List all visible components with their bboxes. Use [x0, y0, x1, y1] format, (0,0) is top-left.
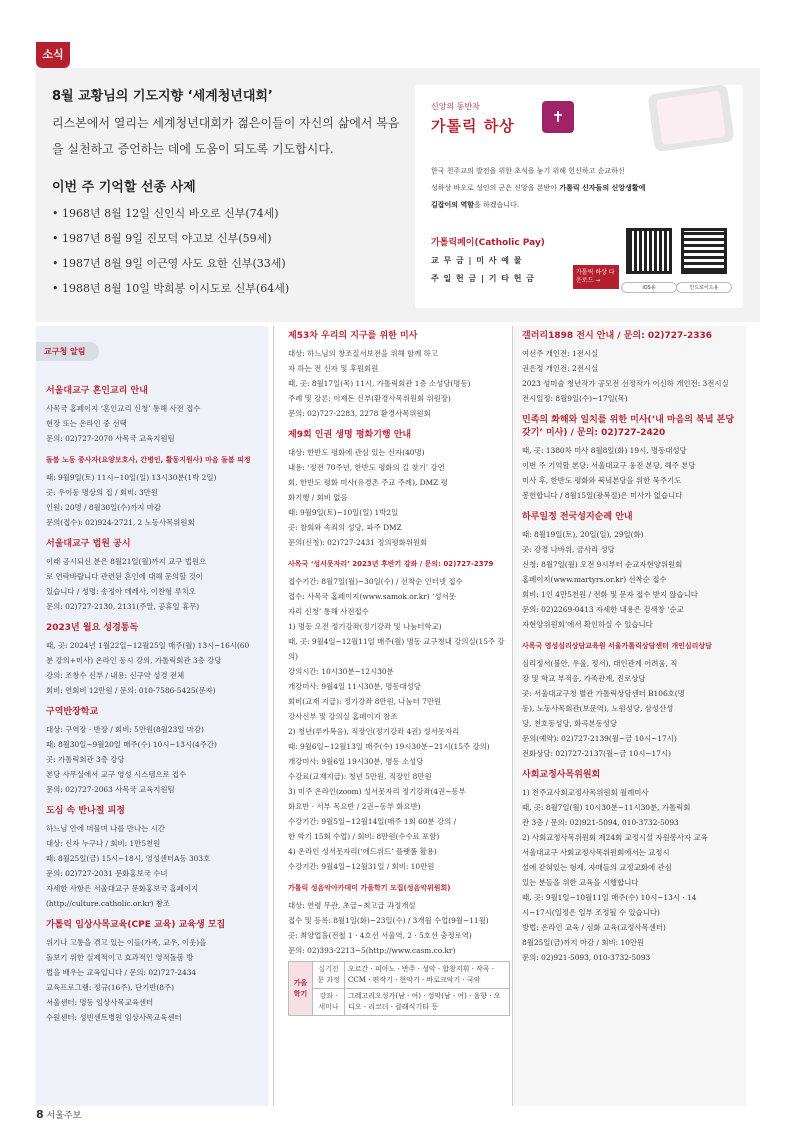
qr-caption: 안드로이드용	[676, 282, 732, 293]
notice-line: 서울센터: 명동 임상사목교육센터	[46, 998, 154, 1007]
notice-line: 대상: 신자 누구나 / 회비: 1만5천원	[46, 839, 161, 848]
notice-line: 문의: 02)727-2031 문화홍보국 수녀	[46, 869, 168, 878]
notice-title: 구역반장학교	[46, 707, 99, 717]
notice-line: 때: 8월19일(토), 20일(일), 29일(화)	[522, 530, 644, 539]
notice-line: 곳: 가톨릭회관 3층 강당	[46, 755, 125, 764]
notice-line: 자 하는 전 신자 및 후원회원	[288, 364, 379, 373]
notice-line: 방법: 온라인 교육 / 심화 교육(교정사목센터)	[522, 923, 666, 932]
notice-line: 위기나 고통을 겪고 있는 이들(가족, 교우, 이웃)을	[46, 938, 207, 947]
download-label: 가톨릭 하상 다운로드 →	[573, 265, 619, 289]
notice-line: 있습니다 / 성명: 송정아 데레사, 이찬형 루치오	[46, 587, 196, 596]
phone-image	[647, 84, 734, 153]
notice-line: 강의: 조창수 신부 / 내용: 신구약 성경 전체	[46, 671, 185, 680]
notice-line: 전시일정: 8월9일(수)~17일(목)	[522, 394, 628, 403]
notice-line: 주례 및 강론: 이제돈 신부(환경사목위원회 위원장)	[288, 394, 451, 403]
notice-line: 여선주 개인전: 1전시실	[522, 349, 599, 358]
notice-line: 문의: 02)727-2070 사목국 교육지원팀	[46, 434, 175, 443]
notice-line: 수원센터: 성빈센트병원 임상사목교육센터	[46, 1013, 182, 1022]
notice-line: 1) 명동 오전 정기강좌(정기강좌 및 나눔터학교)	[288, 622, 442, 631]
notice-line: 2) 사회교정사목위원회 제24회 교정시설 자원봉사자 교육	[522, 833, 708, 842]
notice-title: 서울대교구 법원 공시	[46, 539, 131, 549]
notice-line: 문의: 02)2269-0413 자세한 내용은 검색창 ‘순교	[522, 605, 684, 614]
notice-title: 가톨릭 성음악아카데미 가을학기 모집(성음악위원회)	[288, 884, 451, 892]
notice-line: 문의: 02)921-5093, 010-3732-5093	[522, 953, 651, 962]
notice-line: 돌보기 위한 실제적이고 효과적인 영적돌봄 방	[46, 953, 194, 962]
notice-title: 사목국 영성심리상담교육원 서울가톨릭상담센터 개인심리상담	[522, 642, 712, 650]
notice-title: 사회교정사목위원회	[522, 770, 601, 780]
notice-title: 서울대교구 혼인교리 안내	[46, 386, 148, 396]
notice-line: 강의시간: 10시30분~12시30분	[288, 667, 394, 676]
notice-line: 강사신부 및 강의실 홈페이지 참조	[288, 712, 398, 721]
pay-row: 교 무 금 | 미 사 예 물	[431, 256, 523, 265]
notice-line: 때, 곳: 8월7일(월) 10시30분~11시30분, 가톨릭회	[522, 803, 691, 812]
notice-line: 개강미사: 9월6일 19시30분, 명동 소성당	[288, 757, 424, 766]
notice-line: 심리정서(불안, 우울, 정서), 대인관계 어려움, 직	[522, 659, 678, 668]
column-divider	[512, 326, 513, 1106]
memorial-item: • 1987년 8월 9일 진모덕 야고보 신부(59세)	[52, 232, 272, 245]
notice-title: 도심 속 반나절 피정	[46, 806, 125, 816]
notice-line: 미사 후, 한반도 평화와 북녘본당을 위한 묵주기도	[522, 476, 682, 485]
ad-title: 가톨릭 하상	[431, 117, 515, 135]
notice-title: 사목국 ‘성서못자리’ 2023년 후반기 강좌 / 문의: 02)727-2379	[288, 560, 494, 568]
qr-code-android[interactable]	[681, 228, 727, 274]
notice-line: 대상: 하느님의 창조질서보전을 위해 함께 하고	[288, 349, 438, 358]
section-tab: 소식	[36, 42, 70, 68]
notice-line: 로 연락바랍니다 관련된 혼인에 대해 문의할 것이	[46, 572, 203, 581]
notice-line: 1) 천주교사회교정사목위원회 월례미사	[522, 788, 649, 797]
notice-line: 문의: 02)727-2063 사목국 교육지원팀	[46, 785, 175, 794]
notice-line: 화기행 / 회비 없음	[288, 493, 348, 502]
notice-line: 이래 공시되신 분은 8월21일(월)까지 교구 법원으	[46, 557, 207, 566]
footer: 8 서울주보	[36, 1108, 82, 1121]
notice-line: 때: 8월30일~9월20일 매주(수) 10시~13시(4주간)	[46, 740, 217, 749]
table-key: 실기전문 과정	[313, 962, 345, 989]
catholic-pay-title: 가톨릭페이(Catholic Pay)	[431, 238, 545, 248]
notice-line: 하느님 안에 머물며 나를 만나는 시간	[46, 824, 165, 833]
table-value: 오르간 · 피아노 · 반주 · 성악 · 합창지휘 · 작곡 · CCM · 편작기 · 현악기 · 바로크악기 · 국악	[345, 962, 510, 989]
notice-line: 서울대교구 사회교정사목위원회에서는 교정시	[522, 848, 670, 857]
section-badge: 교구청 알림	[36, 342, 99, 361]
notice-line: 4) 온라인 성서못자리(‘에드위드’ 플랫폼 활용)	[288, 847, 437, 856]
notice-title: 갤러리1898 전시 안내 / 문의: 02)727-2336	[522, 331, 713, 341]
notice-line: 곳: 강경 나바위, 금사리 성당	[522, 545, 615, 554]
notice-line: 때, 곳: 9월1일~10월11일 매주(수) 10시~13시 · 14	[522, 893, 697, 902]
notice-line: 곳: 우이동 명상의 집 / 회비: 3만원	[46, 488, 158, 497]
notice-line: 회비: 1인 4만5천원 / 전화 및 문자 접수 받지 않습니다	[522, 590, 698, 599]
notice-line: 교육프로그램: 정규(16주), 단기반(8주)	[46, 983, 174, 992]
notice-line: 회비(교재 지급): 정기강좌 8만원, 나눔터 7만원	[288, 697, 442, 706]
notice-line: 자현양위원회’에서 확인하실 수 있습니다	[522, 620, 653, 629]
notice-line: 문의(예약): 02)727-2139(월~금 10시~17시)	[522, 734, 677, 743]
notice-line: 때: 8월25일(금) 15시~18시, 영성센터A동 303호	[46, 854, 211, 863]
notice-line: 8월25일(금)까지 마감 / 회비: 10만원	[522, 938, 645, 947]
notice-line: 자세한 사항은 서울대교구 문화홍보국 홈페이지	[46, 884, 199, 893]
notice-line: 현장 또는 온라인 중 선택	[46, 419, 127, 428]
notice-line: 있는 분들을 위한 교육을 시행합니다	[522, 878, 639, 887]
notice-line: 때, 곳: 1380차 미사 8월8일(화) 19시, 명동대성당	[522, 446, 687, 455]
notice-line: 시~17시(일정은 일부 조정될 수 있습니다)	[522, 908, 660, 917]
notice-line: 자리 신청’ 통해 사전접수	[288, 607, 369, 616]
notice-line: 대상: 연령 무관, 초급~최고급 과정개설	[288, 901, 416, 910]
table-row	[289, 989, 510, 1016]
prayer-block	[52, 85, 407, 301]
memorial-item: • 1987년 8월 9일 이근영 사도 요한 신부(33세)	[52, 257, 286, 270]
notice-line: 회비: 연회비 12만원 / 문의: 010-7586-5425(문자)	[46, 686, 216, 695]
notice-title: 돌봄 노동 종사자(요양보호사, 간병인, 활동지원사) 마음 돌봄 피정	[46, 456, 251, 464]
notice-line: 전화상담: 02)727-2137(월~금 10시~17시)	[522, 749, 671, 758]
table-key: 강좌 · 세미나	[313, 989, 345, 1016]
notice-line: (http://culture.catholic.or.kr) 참조	[46, 899, 171, 908]
notice-line: 권은정 개인전: 2전시실	[522, 364, 599, 373]
notice-line: 3) 미주 온라인(zoom) 성서못자리 정기강좌(4권~동부	[288, 787, 466, 796]
notice-line: 수강기간: 9월5일~12월14일(매주 1회 60분 강의 /	[288, 817, 457, 826]
notice-title: 민족의 화해와 일치를 위한 미사(‘내 마음의 북녘 본당 갖기’ 미사) / 문의: 02)727-2420	[522, 415, 735, 438]
notice-line: 때, 곳: 8월17일(목) 11시, 가톨릭회관 1층 소성당(명동)	[288, 379, 471, 388]
notice-line: 문의: 02)727-2283, 2278 환경사목위원회	[288, 409, 431, 418]
notice-title: 하루일정 전국성지순례 안내	[522, 512, 633, 522]
notice-line: 곳: 서울대교구청 별관 가톨릭상담센터 B106호(명	[522, 689, 685, 698]
notice-line: 문의(신청): 02)727-2431 정의평화위원회	[288, 538, 428, 547]
pay-row: 주 일 헌 금 | 기 타 헌 금	[431, 274, 536, 283]
memorial-title: 이번 주 기억할 선종 사제	[52, 180, 196, 195]
notice-line: 때: 9월6일~12월13일 매주(수) 19시30분~21시(15주 강의)	[288, 742, 490, 751]
notice-line: 문의: 02)393-2213~5(http://www.casm.co.kr)	[288, 946, 456, 955]
notice-title: 제9회 인권 생명 평화기행 안내	[288, 430, 412, 440]
notice-line: 때: 9월9일(토)~10일(일) 1박2일	[288, 508, 399, 517]
notice-line: 곳: 최양업홀(전철 1 · 4호선 서울역, 2 · 5호선 충정로역)	[288, 931, 472, 940]
notice-line: 때: 9월9일(토) 11시~10일(일) 13시30분(1박 2일)	[46, 473, 217, 482]
notice-line: 인원: 20명 / 8월30일(수)까지 마감	[46, 503, 162, 512]
notice-title: 가톨릭 임상사목교육(CPE 교육) 교육생 모집	[46, 920, 226, 930]
notice-line: 동), 노동사목회관(보문역), 노원성당, 삼성산성	[522, 704, 674, 713]
memorial-item: • 1988년 8월 10일 박희봉 이시도로 신부(64세)	[52, 282, 290, 295]
notice-line: 회, 한반도 평화 미사(유경촌 주교 주례), DMZ 평	[288, 478, 448, 487]
notice-line: 접수기간: 8월7일(월)~30일(수) / 선착순 인터넷 접수	[288, 577, 463, 586]
notice-line: 법을 배우는 교육입니다 / 문의: 02)727-2434	[46, 968, 197, 977]
notice-line: 내용: ‘정전 70주년, 한반도 평화의 길 찾기’ 강연	[288, 463, 445, 472]
ad-description: 한국 천주교의 발전을 위한 초석을 놓기 위해 헌신하고 순교하신 성하상 바오로 성인의 군은 신앙을 본받아 가톨릭 신자들의 신앙생활에 길잡이의 역할을 하겠습니다.	[431, 167, 646, 209]
qr-code-ios[interactable]	[626, 228, 672, 274]
notice-line: 대상: 한반도 평화에 관심 있는 신자(40명)	[288, 448, 425, 457]
notice-line: 때, 곳: 2024년 1월22일~12월25일 매주(월) 13시~16시(60	[46, 641, 250, 650]
notice-line: 2) 청년(루카복음), 직장인(정기강좌 4권) 성서못자리	[288, 727, 460, 736]
notice-line: 한 학기 15회 수업) / 회비: 8만원(수수료 포함)	[288, 832, 440, 841]
notice-title: 제53차 우리의 지구를 위한 미사	[288, 331, 418, 341]
notice-line: 관 3층 / 문의: 02)921-5094, 010-3732-5093	[522, 818, 679, 827]
notice-line: 수강기간: 9월4일~12월31일 / 회비: 10만원	[288, 862, 435, 871]
column-1	[36, 326, 268, 1106]
column-2	[280, 326, 512, 1106]
notice-line: 개강미사: 9월4일 11시30분, 명동대성당	[288, 682, 421, 691]
hasang-app-ad	[415, 85, 743, 308]
column-3	[514, 326, 746, 1106]
notice-line: 당, 천호동성당, 화곡본동성당	[522, 719, 618, 728]
memorial-item: • 1968년 8월 12일 신인식 바오로 신부(74세)	[52, 207, 279, 220]
table-row	[289, 962, 510, 989]
notice-line: 접수 및 등록: 8월1일(화)~23일(수) / 3개월 수업(9월~11월)	[288, 916, 489, 925]
notice-line: 이번 주 기억할 본당: 서울대교구 웅진 본당, 해주 본당	[522, 461, 696, 470]
notice-line: 봉헌합니다 / 8월15일(광복절)은 미사가 없습니다	[522, 491, 683, 500]
table-group-label: 가을 학기	[289, 962, 313, 1016]
notice-line: 곳: 참회와 속죄의 성당, 파주 DMZ	[288, 523, 402, 532]
notice-line: 본당 사무실에서 교구 영성 시스템으로 접수	[46, 770, 187, 779]
column-divider	[273, 326, 274, 1106]
notice-line: 접수: 사목국 홈페이지(www.samok.or.kr) ‘성서못	[288, 592, 456, 601]
notice-line: 수강료(교재지급): 청년 5만원, 직장인 8만원	[288, 772, 432, 781]
app-logo-icon: ✝	[542, 101, 574, 133]
qr-caption: iOS용	[621, 282, 677, 293]
notice-line: 대상: 구역장 · 반장 / 회비: 5만원(8월23일 마감)	[46, 725, 204, 734]
academy-program-table	[288, 961, 510, 1016]
notice-line: 설에 갇혀있는 형제, 자매들의 교정교화에 관심	[522, 863, 672, 872]
notice-line: 2023 성미술 청년작가 공모전 선정작가 이신하 개인전: 3전시실	[522, 379, 729, 388]
notice-line: 홈페이지(www.martyrs.or.kr) 선착순 접수	[522, 575, 667, 584]
prayer-title: 8월 교황님의 기도지향 ‘세계청년대회’	[52, 89, 273, 104]
notice-line: 신청: 8월7일(월) 오전 9시부터 순교자현양위원회	[522, 560, 683, 569]
notice-line: 때, 곳: 9월4일~12월11일 매주(월) 명동 교구청내 강의실(15주 강의)	[288, 637, 505, 661]
ad-subtitle: 신앙의 동반자	[431, 102, 480, 111]
notice-line: 사목국 홈페이지 ‘혼인교리 신청’ 통해 사전 접수	[46, 404, 201, 413]
notice-line: 문의: 02)727-2130, 2131(주말, 공휴일 휴무)	[46, 602, 200, 611]
notice-line: 분 강의+미사) 온라인 동시 강의, 가톨릭회관 3층 강당	[46, 656, 222, 665]
table-value: 그레고리오성가(남 · 여) · 성악(남 · 여) · 음향 · 오디오 · 리코더 · 클래식기타 등	[345, 989, 510, 1016]
notice-title: 2023년 월요 성경통독	[46, 623, 139, 633]
notice-line: 문의(접수): 02)924-2721, 2 노동사목위원회	[46, 518, 195, 527]
notice-line: 화요반 · 서부 목요반 / 2권~동부 화요반)	[288, 802, 421, 811]
prayer-body: 리스본에서 열리는 세계청년대회가 젊은이들이 자신의 삶에서 복음을 실천하고 증언하는 데에 도움이 되도록 기도합시다.	[52, 116, 400, 156]
notice-line: 장 및 학교 부적응, 가족관계, 진로상담	[522, 674, 646, 683]
